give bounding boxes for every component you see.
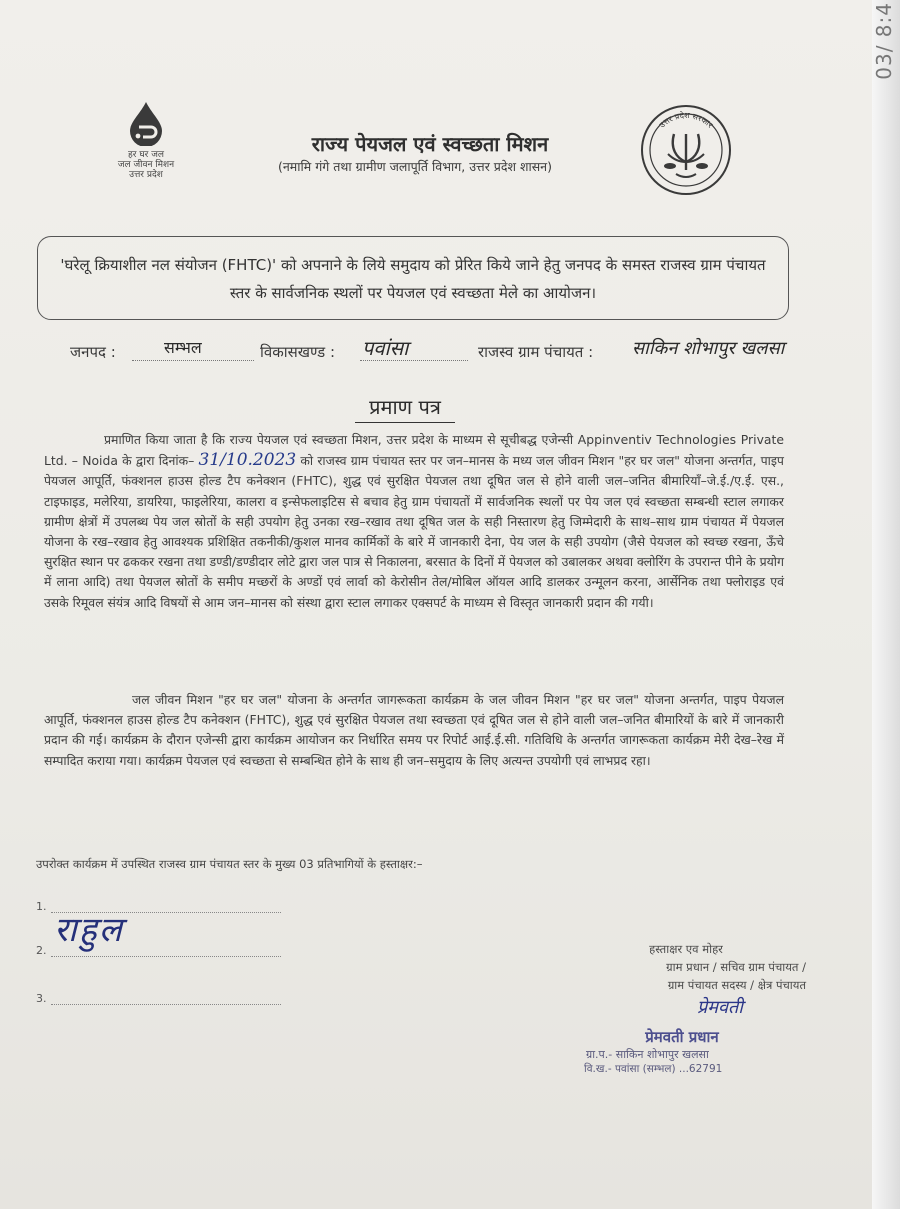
paragraph-1-part-1: प्रमाणित किया जाता है कि राज्य पेयजल एवं स्वच्छता मिशन, उत्तर प्रदेश के माध्यम से सूचीबद्ध एजेन्सी Appinventiv Technologies Private Ltd. – Noida के द्वारा दिनांक– (44, 432, 784, 469)
panchayat-value: साकिन शोभापुर खलसा (632, 338, 785, 359)
certificate-paragraph-1 (44, 430, 784, 613)
stamp-line-2: ग्रा.प.- साकिन शोभापुर खलसा (586, 1048, 709, 1061)
signatures-intro: उपरोक्त कार्यक्रम में उपस्थित राजस्व ग्राम पंचायत स्तर के मुख्य 03 प्रतिभागियों के हस्ताक्षर:– (36, 857, 423, 871)
signature-line-2-number: 2. (36, 944, 47, 957)
certificate-paragraph-2: जल जीवन मिशन "हर घर जल" योजना के अन्तर्गत जागरूकता कार्यक्रम के जल जीवन मिशन "हर घर जल" योजना अन्तर्गत, पाइप पेयजल आपूर्ति, फंक्शनल हाउस होल्ड टैप कनेक्शन (FHTC), शुद्ध एवं सुरक्षित पेयजल तथा स्वच्छता एवं दूषित जल से होने वाली जल–जनित बीमारियों के बारे में जानकारी प्रदान की गई। कार्यक्रम के दौरान एजेन्सी द्वारा कार्यक्रम आयोजन कर निर्धारित समय पर रिपोर्ट आई.ई.सी. गतिविधि के अन्तर्गत जागरूकता कार्यक्रम मेरी देख–रेख में सम्पादित कराया गया। कार्यक्रम पेयजल एवं स्वच्छता से सम्बन्धित होने के साथ ही जन–समुदाय के लिए अत्यन्त उपयोगी एवं लाभप्रद रहा। (44, 692, 784, 768)
signature-line-3-number: 3. (36, 992, 47, 1005)
logo-line-2: जल जीवन मिशन (117, 160, 175, 170)
program-title-box (37, 236, 789, 320)
participant-signature-1: राहुल (54, 910, 124, 950)
official-role-line-1: ग्राम प्रधान / सचिव ग्राम पंचायत / (666, 960, 806, 974)
district-value: सम्भल (164, 338, 202, 357)
paragraph-1-part-2: को राजस्व ग्राम पंचायत स्तर पर जन–मानस के मध्य जल जीवन मिशन "हर घर जल" योजना अन्तर्गत, पाइप पेयजल आपूर्ति, फंक्शनल हाउस होल्ड टैप कनेक्शन (FHTC), शुद्ध एवं सुरक्षित पेयजल तथा दूषित जल से होने वाली जल–जनित बीमारियाँ–जे.ई./ए.ई. एस., टाइफाइड, मलेरिया, डायरिया, फाइलेरिया, कालरा व इन्सेफलाइटिस से बचाव हेतु ग्राम पंचायतों में सार्वजनिक स्थलों पर पेय जल एवं स्वच्छता सम्बन्धी स्टाल लगाकर ग्रामीण क्षेत्रों में उपलब्ध पेय जल स्रोतों के सही उपयोग हेतु उनका रख–रखाव तथा दूषित जल के सही निस्तारण हेतु जिम्मेदारी के साथ–साथ ग्राम पंचायत में पेयजल योजना के रख–रखाव हेतु आवश्यक प्रशिक्षित तकनीकी/कुशल मानव कार्मिकों के बारे में जानकारी देना, पेय जल के सही उपयोग (जैसे पेयजल को स्वच्छ रखना, ऊँचे सुरक्षित स्थान पर ढककर रखना तथा डण्डी/डण्डीदार लोटे द्वारा जल पात्र से निकालना, बरसात के दिनों में पेयजल को उबालकर अथवा क्लोरिंग के उपरान्त पीने के प्रयोग में लाना आदि) तथा पेयजल स्रोतों के समीप मच्छरों के अण्डों एवं लार्वा को केरोसीन तेल/मोबिल ऑयल आदि डालकर उन्मूलन करना, आर्सेनिक तथा फ्लोराइड एवं उसके रिमूवल संयंत्र आदि विषयों से आम जन–मानस को संस्था द्वारा स्टाल लगाकर एक्सपर्ट के माध्यम से विस्तृत जानकारी प्रदान की गयी। (44, 453, 784, 610)
stamp-name: प्रेमवती प्रधान (645, 1028, 719, 1046)
block-label: विकासखण्ड : (260, 343, 336, 361)
screen-edge (872, 0, 900, 1209)
program-title: 'घरेलू क्रियाशील नल संयोजन (FHTC)' को अपनाने के लिये समुदाय को प्रेरित किये जाने हेतु जनपद के समस्त राजस्व ग्राम पंचायत स्तर के सार्वजनिक स्थलों पर पेयजल एवं स्वच्छता मेले का आयोजन। (60, 256, 766, 302)
pradhan-stamp (582, 1027, 782, 1076)
certificate-title: प्रमाण पत्र (355, 393, 455, 423)
header-title: राज्य पेयजल एवं स्वच्छता मिशन (311, 132, 549, 156)
block-value: पवांसा (362, 336, 409, 360)
official-sign-label: हस्ताक्षर एव मोहर (649, 942, 723, 956)
event-date: 31/10.2023 (198, 450, 297, 471)
signature-line-2 (36, 944, 281, 957)
up-government-seal (640, 104, 732, 196)
har-ghar-jal-logo (110, 100, 182, 180)
signature-line-1-number: 1. (36, 900, 47, 913)
official-role-line-2: ग्राम पंचायत सदस्य / क्षेत्र पंचायत (667, 978, 806, 992)
stamp-line-3: वि.ख.- पवांसा (सम्भल) ...62791 (584, 1063, 723, 1075)
pradhan-signature: प्रेमवती (697, 997, 743, 1018)
svg-text:उत्तर प्रदेश सरकार: उत्तर प्रदेश सरकार (657, 110, 715, 130)
header-subtitle: (नमामि गंगे तथा ग्रामीण जलापूर्ति विभाग, उत्तर प्रदेश शासन) (277, 159, 552, 174)
official-signature-block (566, 940, 806, 994)
logo-line-3: उत्तर प्रदेश (129, 170, 163, 180)
logo-line-1: हर घर जल (128, 150, 164, 160)
location-fields (70, 336, 870, 372)
signature-line-3 (36, 992, 281, 1005)
water-drop-icon (126, 100, 166, 146)
status-time: 03/ 8:4 (872, 2, 896, 80)
district-label: जनपद : (70, 343, 116, 361)
panchayat-label: राजस्व ग्राम पंचायत : (478, 343, 594, 361)
